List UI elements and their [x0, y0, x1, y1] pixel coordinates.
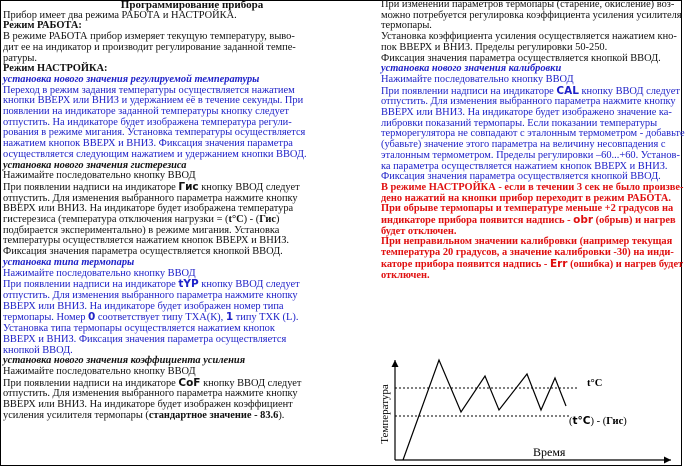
temp-setting-line: нажатием кнопок ВВЕРХ и ВНИЗ. Фиксация значения параметра	[3, 138, 293, 150]
error-warning: отключен.	[381, 269, 430, 281]
gain-note-line: пок ВВЕРХ и ВНИЗ. Пределы регулировки 50-250.	[381, 41, 608, 53]
hysteresis-line: гистерезиса (температура отключения нагрузки = (t°C) - (Гис)	[3, 214, 280, 226]
gain-note-line: можно потребуется регулировка коэффициента усиления усилителя	[381, 9, 682, 21]
hysteresis-line: температуры осуществляется нажатием кнопок ВВЕРХ и ВНИЗ.	[3, 235, 290, 247]
calibration-line: либровки показаний термопары. Если показании температуры	[381, 117, 658, 129]
break-warning: будет отключен.	[381, 225, 457, 237]
gain-note-line: Установка коэффициента усиления осуществляется нажатием кно-	[381, 31, 677, 43]
temp-setting-heading: установка нового значения регулируемой температуры	[3, 73, 260, 85]
calibration-line: отпустить. Для изменения выбранного параметра нажмите кнопку	[381, 96, 676, 108]
calibration-line: Фиксация значения параметра осуществляется кнопкой ВВОД.	[381, 171, 661, 183]
hysteresis-line: подбирается экспериментально) в режиме мигания. Установка	[3, 224, 280, 236]
thermocouple-type-line: При появлении надписи на индикаторе tYP кнопку ВВОД следует	[3, 278, 300, 291]
calibration-line: эталонным термометром. Пределы регулировки –60...+60. Установ-	[381, 149, 680, 161]
hysteresis-label: (t°C) - (Гис)	[569, 415, 627, 427]
temp-setting-line: кнопки ВВЕРХ или ВНИЗ и удержанием её в течение секунды. При	[3, 95, 304, 107]
gain-line: ВВЕРХ или ВНИЗ. На индикаторе будет изображен коэффициент	[3, 399, 293, 411]
thermocouple-type-heading: установка типа термопары	[3, 256, 135, 268]
temp-setting-line: осуществляется следующим нажатием и удержанием кнопки ВВОД.	[3, 148, 307, 160]
timeout-warning: дено нажатий на кнопки прибор переходит в режим РАБОТА.	[381, 192, 671, 204]
error-warning: При неправильном значении калибровки (например текущая	[381, 236, 673, 248]
break-warning: индикаторе прибора появится надпись - obr (обрыв) и нагрев	[381, 214, 676, 227]
calibration-line: терморегулятора не совпадают с эталонным термометром - добавьте	[381, 128, 685, 140]
gain-note-line: Фиксация значения параметра осуществляется кнопкой ВВОД.	[381, 52, 661, 64]
break-warning: При обрыве термопары и температуре меньше +2 градусов на	[381, 203, 674, 215]
code-typ: tYP	[178, 278, 199, 291]
temp-setting-line: Переход в режим задания температуры осуществляется нажатием	[3, 84, 295, 96]
setup-mode-heading: Режим НАСТРОЙКА:	[3, 63, 108, 75]
code-gis: Гис	[178, 180, 199, 193]
code-err: Err	[549, 257, 568, 270]
thermocouple-type-line: Установка типа термопары осуществляется нажатием кнопок	[3, 323, 275, 335]
thermocouple-type-line: термопары. Номер 0 соответствует типу ТХА(К), 1 типу ТХК (L).	[3, 311, 299, 324]
calibration-heading: установка нового значения калибровки	[381, 63, 562, 75]
hysteresis-line: отпустить. Для изменения выбранного параметра нажмите кнопку	[3, 192, 298, 204]
temp-setting-line: рования в режиме мигания. Установка температуры осуществляется	[3, 127, 306, 139]
hysteresis-line: Нажимайте последовательно кнопку ВВОД	[3, 170, 196, 182]
thermocouple-type-line: отпустить. Для изменения выбранного параметра нажмите кнопку	[3, 289, 298, 301]
temp-setting-line: появлении на индикаторе заданной температуры кнопку следует	[3, 106, 289, 118]
calibration-line: ка параметра осуществляется нажатием кнопок ВВЕРХ и ВНИЗ.	[381, 160, 668, 172]
hysteresis-line: При появлении надписи на индикаторе Гис кнопку ВВОД следует	[3, 180, 300, 193]
gain-line: При появлении надписи на индикаторе CoF кнопку ВВОД следует	[3, 376, 302, 389]
temp-setting-line: отпустить. На индикаторе будет изображена температура регули-	[3, 116, 292, 128]
gain-line: отпустить. Для изменения выбранного параметра нажмите кнопку	[3, 388, 298, 400]
code-cal: CAL	[556, 84, 579, 97]
intro-text: Прибор имеет два режима РАБОТА и НАСТРОЙКА.	[3, 9, 237, 21]
code-obr: obr	[573, 214, 594, 227]
calibration-line: ВВЕРХ или ВНИЗ. На индикаторе будет изображено значение ка-	[381, 107, 672, 119]
error-warning: каторе прибора появится надпись - Err (ошибка) и нагрев будет	[381, 257, 684, 270]
page-title: Программирование прибора	[120, 0, 264, 11]
work-line: ратуры.	[3, 52, 37, 64]
left-column	[3, 0, 381, 466]
work-mode-heading: Режим РАБОТА:	[3, 20, 82, 32]
x-axis-label: Время	[533, 445, 566, 459]
thermocouple-type-line: кнопкой ВВОД.	[3, 344, 73, 356]
gain-note-line: При изменении параметров термопары (старение, окисление) воз-	[381, 0, 675, 10]
calibration-line: Нажимайте последовательно кнопку ВВОД	[381, 73, 574, 85]
work-line: В режиме РАБОТА прибор измеряет текущую температуру, выво-	[3, 31, 295, 43]
error-warning: температура 20 градусов, а значение калибровки -30) на инди-	[381, 247, 674, 259]
gain-note-line: термопары.	[381, 20, 432, 32]
gain-line: Нажимайте последовательно кнопку ВВОД	[3, 365, 196, 377]
temperature-graph	[381, 356, 679, 464]
thermocouple-type-line: ВВЕРХ или ВНИЗ. На индикаторе будет изображен номер типа	[3, 300, 284, 312]
code-cof: CoF	[178, 376, 201, 389]
thermocouple-type-line: ВВЕРХ и ВНИЗ. Фиксация значения параметра осуществляется	[3, 333, 287, 345]
hysteresis-line: ВВЕРХ или ВНИЗ. На индикаторе будет изображена температура	[3, 203, 294, 215]
gain-heading: установка нового значения коэффициента усиления	[3, 355, 246, 367]
thermocouple-type-line: Нажимайте последовательно кнопку ВВОД	[3, 267, 196, 279]
timeout-warning: В режиме НАСТРОЙКА - если в течении 3 сек не было произве-	[381, 181, 684, 193]
hysteresis-line: Фиксация значения параметра осуществляется кнопкой ВВОД.	[3, 246, 283, 258]
y-axis-label: Температура	[379, 384, 391, 444]
calibration-line: При появлении надписи на индикаторе CAL кнопку ВВОД следует	[381, 84, 680, 97]
hysteresis-heading: установка нового значения гистерезиса	[3, 159, 187, 171]
calibration-line: (убавьте) значение этого параметра на величину несовпадения с	[381, 139, 666, 151]
setpoint-label: t°C	[587, 378, 603, 389]
gain-line: усиления усилителя термопары (стандартное значение - 83.6).	[3, 409, 285, 421]
work-line: дит ее на индикатор и производит регулирование заданной темпе-	[3, 41, 296, 53]
